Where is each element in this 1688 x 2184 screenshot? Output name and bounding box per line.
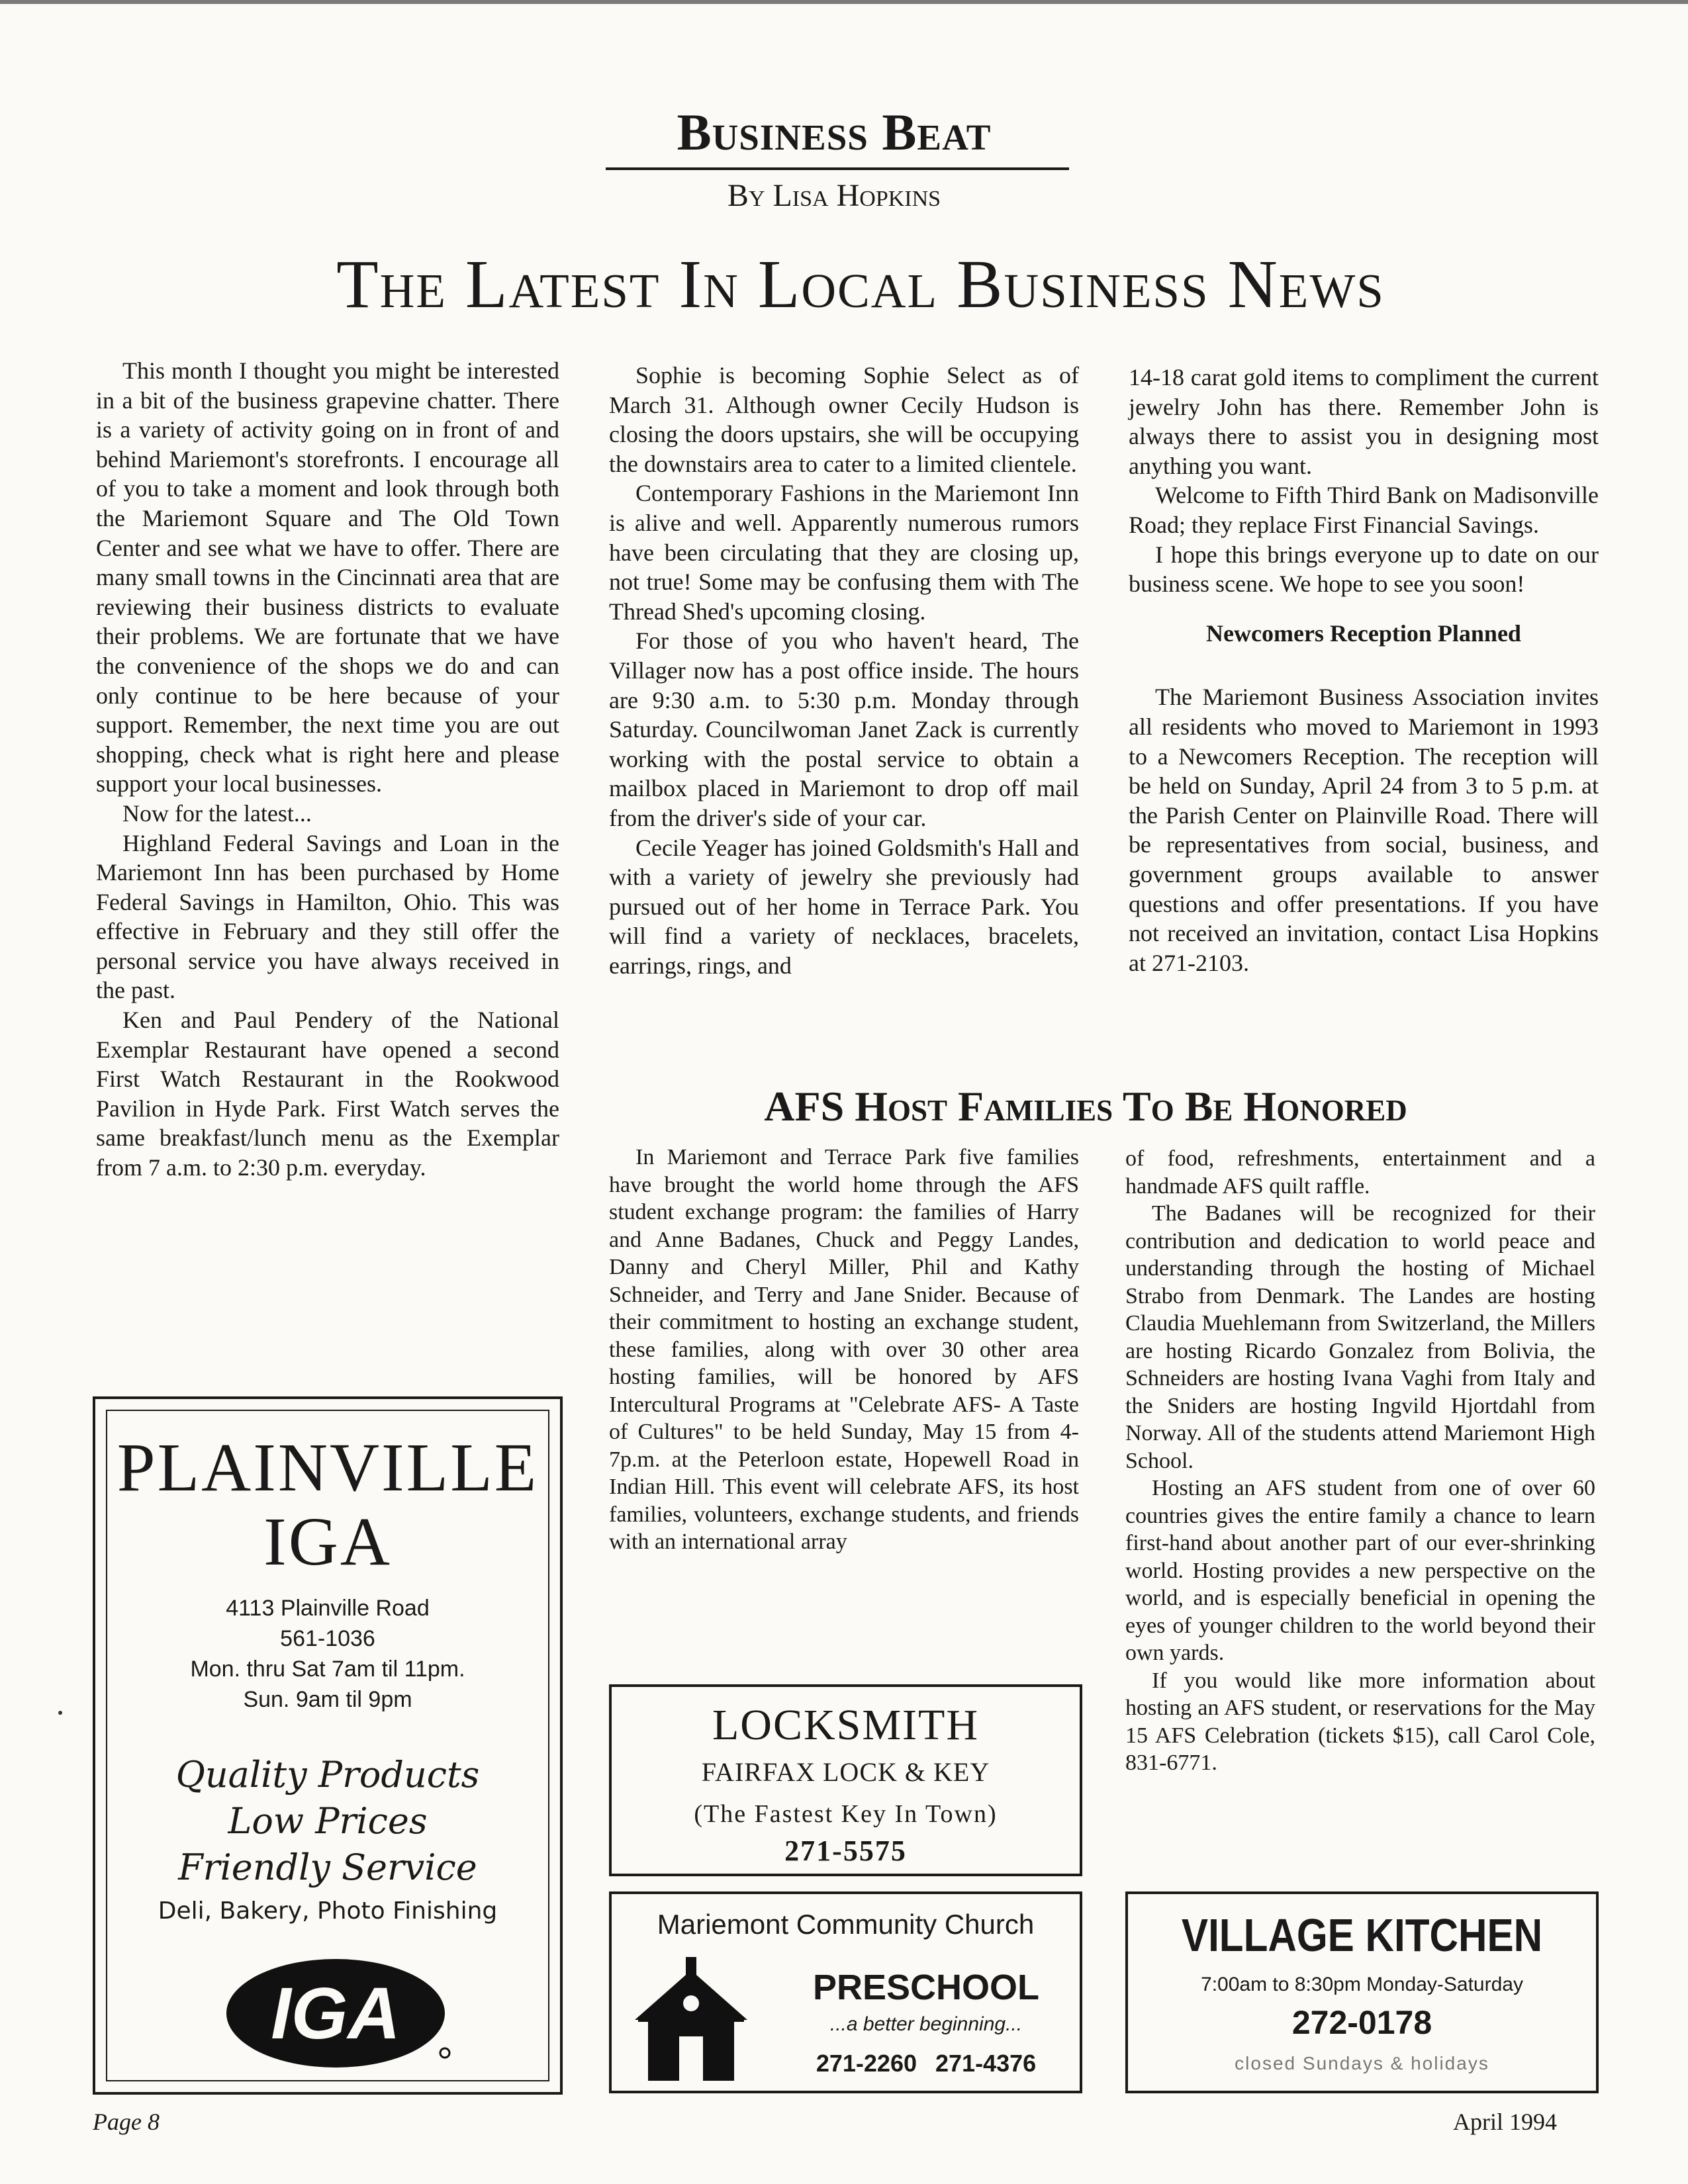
stray-dot: [58, 1711, 62, 1715]
schoolhouse-icon: [632, 1957, 751, 2083]
newcomers-heading: Newcomers Reception Planned: [1206, 619, 1521, 647]
ad-address: 4113 Plainville Road: [226, 1596, 430, 1621]
ad-plainville-iga: [93, 1396, 563, 2095]
ad-kitchen-title: VILLAGE KITCHEN: [1181, 1909, 1543, 1961]
byline: By Lisa Hopkins: [727, 178, 941, 213]
ad-locksmith-company: FAIRFAX LOCK & KEY: [701, 1757, 990, 1787]
iga-logo-icon: [220, 1954, 458, 2073]
paragraph: 14-18 carat gold items to compliment the current jewelry John has there. Remember John is always there to assist you in designing most anything you want.: [1129, 364, 1599, 479]
paragraph: Highland Federal Savings and Loan in the Mariemont Inn has been purchased by Home Federal Savings in Hamilton, Ohio. This was effective in February and they still offer the personal service you have always received in the past.: [96, 829, 559, 1004]
paragraph: of food, refreshments, entertainment and a handmade AFS quilt raffle.: [1125, 1146, 1595, 1199]
top-border-line: [0, 0, 1688, 4]
ad-inner-border: [106, 1410, 549, 2081]
paragraph: This month I thought you might be interested in a bit of the business grapevine chatter. There is a variety of activity going on in front of and behind Mariemont's storefronts. I encourage all of you to take a moment and look through both the Mariemont Square and The Old Town Center and see what we have to offer. There are many small towns in the Cincinnati area that are reviewing their business districts to evaluate their problems. We are fortunate that we have the convenience of the shops we do and can only continue to be here because of your support. Remember, the next time you are out shopping, check what is right here and please support your local businesses.: [96, 357, 559, 797]
afs-column-2: [1125, 1145, 1595, 1777]
ad-church-preschool: [609, 1891, 1082, 2093]
ad-slogan: [107, 1752, 548, 1891]
ad-kitchen-closed: closed Sundays & holidays: [1235, 2053, 1489, 2073]
paragraph: I hope this brings everyone up to date on our business scene. We hope to see you soon!: [1129, 541, 1599, 598]
ad-locksmith-title: LOCKSMITH: [712, 1701, 979, 1749]
ad-store-name: [107, 1431, 548, 1579]
ad-store-info: [107, 1593, 548, 1715]
ad-slogan-line: Low Prices: [228, 1800, 428, 1842]
issue-date: April 1994: [1453, 2109, 1557, 2135]
page-number: Page 8: [93, 2109, 160, 2135]
ad-store-name-line2: IGA: [263, 1504, 392, 1580]
iga-logo-text: IGA: [271, 1973, 400, 2054]
paragraph: If you would like more information about hosting an AFS student, or reservations for the May 15 AFS Celebration (tickets $15), call Carol Cole, 831-6771.: [1125, 1668, 1595, 1775]
newcomers-paragraph: The Mariemont Business Association invites all residents who moved to Mariemont in 1993 to a Newcomers Reception. The reception will be held on Sunday, April 24 from 3 to 5 p.m. at the Parish Center on Plainville Road. There will be representatives from social, business, and government groups available to answer questions and offer presentations. If you have not received an invitation, contact Lisa Hopkins at 271-2103.: [1129, 684, 1599, 976]
paragraph: Hosting an AFS student from one of over 60 countries gives the entire family a chance to learn first-hand about another part of our ever-shrinking world. Hosting provides a new perspective on the world, and is especially beneficial in opening the eyes of younger children to the world beyond their own yards.: [1125, 1476, 1595, 1665]
ad-church-preschool-title: PRESCHOOL: [812, 1968, 1040, 2007]
ad-hours-sunday: Sun. 9am til 9pm: [243, 1687, 412, 1712]
paragraph: Contemporary Fashions in the Mariemont Inn is alive and well. Apparently numerous rumors have been circulating that they are closing up, not true! Some may be confusing them with The Thread Shed's upcoming closing.: [609, 480, 1079, 625]
paragraph: Ken and Paul Pendery of the National Exemplar Restaurant have opened a second First Watch Restaurant in the Rookwood Pavilion in Hyde Park. First Watch serves the same breakfast/lunch menu as the Exemplar from 7 a.m. to 2:30 p.m. everyday.: [96, 1007, 559, 1181]
title-underline: [606, 167, 1069, 170]
ad-phone: 561-1036: [280, 1626, 375, 1651]
article-column-2: [609, 361, 1079, 980]
ad-locksmith-tagline: (The Fastest Key In Town): [694, 1800, 998, 1828]
afs-headline: AFS Host Families To Be Honored: [764, 1083, 1407, 1130]
ad-store-name-line1: PLAINVILLE: [117, 1430, 539, 1506]
ad-hours-weekday: Mon. thru Sat 7am til 11pm.: [190, 1657, 465, 1682]
ad-kitchen-hours: 7:00am to 8:30pm Monday-Saturday: [1201, 1974, 1523, 1995]
ad-kitchen-phone: 272-0178: [1291, 2004, 1432, 2041]
section-title: Business Beat: [677, 103, 992, 161]
ad-locksmith-phone: 271-5575: [784, 1835, 907, 1867]
ad-slogan-line: Quality Products: [175, 1754, 480, 1796]
paragraph: The Badanes will be recognized for their contribution and dedication to world peace and understanding through the hosting of Michael Strabo from Denmark. The Landes are hosting Claudia Muehlemann from Switzerland, the Millers are hosting Ricardo Gonzalez from Bolivia, the Schneiders are hosting Ivana Vaghi from Italy and the Sniders are hosting Ingvild Hjortdahl from Norway. All of the students attend Mariemont High School.: [1125, 1201, 1595, 1473]
ad-church-name: Mariemont Community Church: [657, 1909, 1035, 1940]
paragraph: Welcome to Fifth Third Bank on Madisonville Road; they replace First Financial Savings.: [1129, 482, 1599, 538]
page-headline: The Latest In Local Business News: [336, 246, 1385, 322]
ad-church-phones: 271-2260 271-4376: [816, 2050, 1037, 2077]
paragraph: In Mariemont and Terrace Park five families have brought the world home through the AFS student exchange program: the families of Harry and Anne Badanes, Chuck and Peggy Landes, Danny and Cheryl Miller, Phil and Kathy Schneider, and Terry and Jane Snider. Because of their commitment to hosting an exchange student, these families, along with over 30 other area hosting families, will be honored by AFS Intercultural Programs at "Celebrate AFS- A Taste of Cultures" to be held Sunday, May 15 from 4-7p.m. at the Peterloon estate, Hopewell Road in Indian Hill. This event will celebrate AFS, its host families, volunteers, exchange students, and friends with an international array: [609, 1145, 1079, 1554]
paragraph: Sophie is becoming Sophie Select as of March 31. Although owner Cecily Hudson is closing the doors upstairs, she will be occupying the downstairs area to cater to a limited clientele.: [609, 362, 1079, 477]
ad-village-kitchen: [1125, 1891, 1599, 2093]
ad-slogan-line: Friendly Service: [178, 1846, 477, 1888]
paragraph: Now for the latest...: [122, 799, 312, 827]
paragraph: Cecile Yeager has joined Goldsmith's Hall and with a variety of jewelry she previously had pursued out of her home in Terrace Park. You will find a variety of necklaces, bracelets, earrings, rings, and: [609, 834, 1079, 979]
ad-church-tagline: ...a better beginning...: [829, 2013, 1023, 2035]
paragraph: For those of you who haven't heard, The Villager now has a post office inside. The hours are 9:30 a.m. to 5:30 p.m. Monday through Saturday. Councilwoman Janet Zack is currently working with the postal service to obtain a mailbox placed in Mariemont to drop off mail from the driver's side of your car.: [609, 627, 1079, 831]
ad-locksmith: [609, 1684, 1082, 1876]
afs-column-1: [609, 1144, 1079, 1556]
article-column-3: [1129, 363, 1599, 978]
ad-services: Deli, Bakery, Photo Finishing: [158, 1897, 498, 1925]
article-column-1: [96, 356, 559, 1183]
